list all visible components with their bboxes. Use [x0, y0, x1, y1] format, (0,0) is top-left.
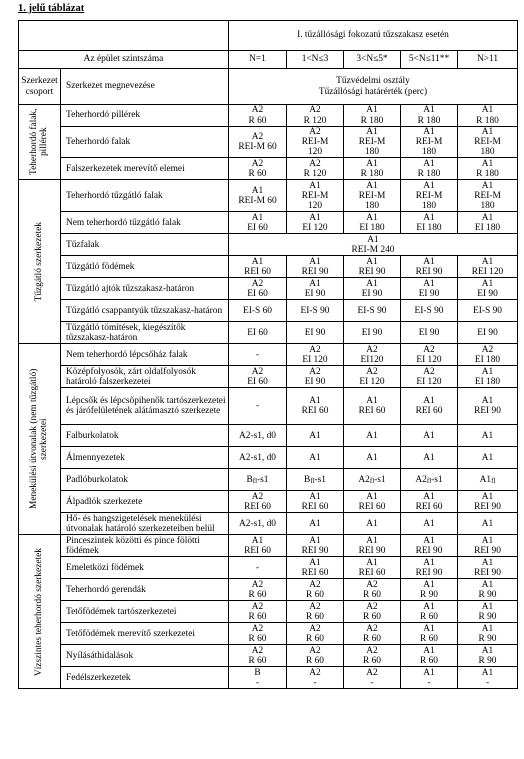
value-cell: A1 REI 60 [229, 256, 287, 278]
value-cell: A1 REI 60 [344, 491, 401, 513]
value-cell: A2 R 60 [287, 623, 344, 645]
value-cell: A1 - [458, 667, 518, 689]
table-row [19, 234, 518, 256]
value-cell: A2 R 60 [229, 601, 287, 623]
value-cell: A1 [344, 447, 401, 469]
value-cell: A1 REI 60 [344, 388, 401, 425]
value-cell: A1 REI-M 180 [401, 127, 458, 158]
value-cell: A2 REI 60 [229, 491, 287, 513]
table-caption: 1. jelű táblázat [18, 3, 85, 14]
group-header-text: Szerkezet csoport [21, 76, 58, 97]
value-cell: A1 REI-M 180 [401, 180, 458, 212]
value-cell: A1 REI 60 [287, 388, 344, 425]
structure-name: Pinceszintek közötti és pince fölötti födémek [61, 535, 229, 557]
table-row [19, 180, 518, 212]
value-cell: A2 R 120 [287, 105, 344, 127]
value-cell: A1 REI 120 [458, 256, 518, 278]
value-cell: A1 [458, 425, 518, 447]
structure-name: Tűzgátló ajtók tűzszakasz-határon [61, 278, 229, 300]
value-cell: A2 EI 60 [229, 278, 287, 300]
value-cell: A2 R 60 [344, 579, 401, 601]
value-cell: - [229, 388, 287, 425]
table-row [19, 667, 518, 689]
value-cell: A1 R 180 [401, 105, 458, 127]
value-cell: A1 EI 180 [458, 366, 518, 388]
value-cell: A1 REI 90 [458, 535, 518, 557]
structure-name: Tetőfödémek tartószerkezetei [61, 601, 229, 623]
value-cell: A1 REI-M 120 [287, 180, 344, 212]
table-row [19, 212, 518, 234]
table-row [19, 601, 518, 623]
table-row [19, 579, 518, 601]
value-cell: A1 R 90 [458, 601, 518, 623]
table-row [19, 491, 518, 513]
value-cell: EI 60 [229, 322, 287, 344]
name-header: Szerkezet megnevezése [61, 69, 229, 105]
group-header [19, 69, 61, 105]
value-cell: A2-s1, d0 [229, 447, 287, 469]
group-label [19, 180, 61, 344]
value-cell: A1 R 90 [458, 623, 518, 645]
value-cell: A2 EI 120 [401, 344, 458, 366]
value-cell: A1 R 60 [401, 623, 458, 645]
subscript-fl: fl [426, 476, 432, 485]
value-cell: A1 REI-M 180 [458, 180, 518, 212]
group-label-text: Tűzgátló szerkezetek [34, 222, 45, 302]
value-cell: A2 EI120 [344, 344, 401, 366]
value-cell: $A1_{fl}$ [458, 469, 518, 491]
floor-header: 3<N≤5* [344, 51, 401, 69]
value-cell: A2 EI 90 [287, 366, 344, 388]
value-cell: A1 REI 60 [287, 491, 344, 513]
group-label-text: Vízszintes teherhordó szerkezetek [34, 547, 45, 676]
structure-name: Tetőfödémek merevítő szerkezetei [61, 623, 229, 645]
structure-name: Középfolyosók, zárt oldalfolyosók határoló falszerkezetei [61, 366, 229, 388]
structure-name: Falburkolatok [61, 425, 229, 447]
value-cell: A1 EI 90 [401, 278, 458, 300]
value-cell: A1 REI 60 [401, 491, 458, 513]
value-cell: EI-S 90 [401, 300, 458, 322]
value-cell: - [229, 344, 287, 366]
value-cell: A1 [344, 425, 401, 447]
table-row [19, 447, 518, 469]
value-cell: A2 R 60 [287, 645, 344, 667]
table-row [19, 278, 518, 300]
table-row [19, 158, 518, 180]
value-cell: A2 EI 120 [344, 366, 401, 388]
value-cell: A1 REI 90 [458, 557, 518, 579]
value-cell: A2 R 60 [229, 623, 287, 645]
class-header: Tűzvédelmi osztály Tűzállósági határérték (perc) [229, 69, 518, 105]
value-cell: A2 R 60 [229, 105, 287, 127]
value-cell: $A2_{fl}-s1$ [401, 469, 458, 491]
value-cell: A2 R 60 [344, 645, 401, 667]
value-cell: A1 REI 90 [344, 535, 401, 557]
group-label [19, 105, 61, 180]
group-label-text: Menekülési útvonalak (nem tűzgátló) szerkezetei [29, 369, 50, 510]
value-cell: A2 - [344, 667, 401, 689]
value-cell: EI 90 [287, 322, 344, 344]
structure-name: Nyílásáthidalások [61, 645, 229, 667]
value-cell: A1 [401, 513, 458, 535]
group-label-text: Teherhordó falak, pillérek [29, 108, 50, 176]
floors-label: Az épület szintszáma [19, 51, 229, 69]
value-cell: EI-S 90 [287, 300, 344, 322]
structure-name: Fedélszerkezetek [61, 667, 229, 689]
subscript-fl: fl [369, 476, 375, 485]
table-row [19, 105, 518, 127]
value-cell: A1 [401, 425, 458, 447]
value-cell: A1 [344, 513, 401, 535]
value-cell: A2 R 60 [287, 601, 344, 623]
value-cell: A1 R 180 [401, 158, 458, 180]
value-cell: A1 REI 60 [287, 557, 344, 579]
value-cell: A1 EI 90 [287, 278, 344, 300]
fire-resistance-table [18, 20, 518, 689]
value-cell: A1 REI-M 60 [229, 180, 287, 212]
structure-name: Tűzgátló födémek [61, 256, 229, 278]
value-cell: A1 EI 180 [344, 212, 401, 234]
value-cell: A1 REI-M 180 [344, 180, 401, 212]
value-cell: EI 90 [458, 322, 518, 344]
structure-name: Teherhordó falak [61, 127, 229, 158]
structure-name: Teherhordó gerendák [61, 579, 229, 601]
table-row [19, 623, 518, 645]
table-row [19, 513, 518, 535]
value-cell: A1 EI 180 [401, 212, 458, 234]
group-label [19, 535, 61, 689]
structure-name: Teherhordó pillérek [61, 105, 229, 127]
structure-name: Emeletközi födémek [61, 557, 229, 579]
value-cell: A2 R 60 [344, 601, 401, 623]
value-cell: A2 EI 60 [229, 366, 287, 388]
subscript-fl: fl [491, 476, 496, 485]
table-row [19, 322, 518, 344]
value-cell: EI 90 [344, 322, 401, 344]
value-cell: A1 R 60 [401, 645, 458, 667]
value-cell: A1 REI-M 180 [458, 127, 518, 158]
structure-name: Falszerkezetek merevítő elemei [61, 158, 229, 180]
structure-name: Nem teherhordó lépcsőház falak [61, 344, 229, 366]
table-row [19, 535, 518, 557]
value-cell: A1 [287, 513, 344, 535]
floor-header: 5<N≤11** [401, 51, 458, 69]
floor-header: N>11 [458, 51, 518, 69]
structure-name: Álmennyezetek [61, 447, 229, 469]
value-cell: A1 R 180 [458, 158, 518, 180]
value-cell: A1 R 60 [401, 601, 458, 623]
value-cell: A2-s1, d0 [229, 513, 287, 535]
table-row [19, 344, 518, 366]
structure-name: Padlóburkolatok [61, 469, 229, 491]
value-cell: A1 [401, 447, 458, 469]
table-row [19, 388, 518, 425]
table-title: I. tűzállósági fokozatú tűzszakasz esetén [229, 21, 518, 51]
value-cell: EI-S 60 [229, 300, 287, 322]
floor-header: 1<N≤3 [287, 51, 344, 69]
subscript-fl: fl [252, 476, 258, 485]
value-cell: EI-S 90 [458, 300, 518, 322]
value-cell: A1 EI 90 [344, 278, 401, 300]
value-cell: A1 - [401, 667, 458, 689]
structure-name: Nem teherhordó tűzgátló falak [61, 212, 229, 234]
value-cell: A1 REI 90 [401, 535, 458, 557]
table-row [19, 300, 518, 322]
value-cell: B - [229, 667, 287, 689]
value-cell: A1 R 180 [458, 105, 518, 127]
value-cell: A2 R 60 [287, 579, 344, 601]
value-cell: A1 REI 90 [458, 491, 518, 513]
value-cell: A1 R 180 [344, 105, 401, 127]
value-cell: A1 [287, 447, 344, 469]
value-cell: $B_{fl}-s1$ [287, 469, 344, 491]
value-cell: A2 R 60 [229, 579, 287, 601]
value-cell: A2 EI 180 [458, 344, 518, 366]
structure-name: Teherhordó tűzgátló falak [61, 180, 229, 212]
structure-name: Tűzgátló csappantyúk tűzszakasz-határon [61, 300, 229, 322]
structure-name: Álpadlók szerkezete [61, 491, 229, 513]
table-row [19, 469, 518, 491]
value-cell: A1 REI-M 180 [344, 127, 401, 158]
value-cell: A1 REI 60 [401, 388, 458, 425]
value-cell: A2 R 60 [344, 623, 401, 645]
value-cell: EI 90 [401, 322, 458, 344]
value-cell: - [229, 557, 287, 579]
value-cell: A1 [458, 447, 518, 469]
structure-name: Hő- és hangszigetelések menekülési útvonalak határoló szerkezeteiben belül [61, 513, 229, 535]
structure-name: Tűzfalak [61, 234, 229, 256]
value-cell: A1 R 90 [401, 579, 458, 601]
table-row [19, 127, 518, 158]
value-cell-merged: A1 REI-M 240 [229, 234, 518, 256]
table-row [19, 557, 518, 579]
value-cell: A1 REI 60 [344, 557, 401, 579]
table-row [19, 425, 518, 447]
value-cell: A1 [287, 425, 344, 447]
structure-name: Lépcsők és lépcsőpihenők tartószerkezetei és járófelületének alátámasztó szerkezete [61, 388, 229, 425]
value-cell: A1 EI 90 [458, 278, 518, 300]
value-cell: A1 EI 120 [287, 212, 344, 234]
table-row [19, 645, 518, 667]
value-cell: A1 REI 90 [401, 557, 458, 579]
value-cell: A1 R 90 [458, 579, 518, 601]
value-cell: A1 REI 90 [287, 535, 344, 557]
value-cell: A1 EI 60 [229, 212, 287, 234]
value-cell: A1 REI 60 [229, 535, 287, 557]
value-cell: A1 REI 90 [344, 256, 401, 278]
value-cell: $B_{fl}-s1$ [229, 469, 287, 491]
value-cell: A2 REI-M 120 [287, 127, 344, 158]
structure-name: Tűzgátló tömítések, kiegészítők tűzszakasz-határon [61, 322, 229, 344]
value-cell: A1 REI 90 [458, 388, 518, 425]
value-cell: A2 R 120 [287, 158, 344, 180]
value-cell: A2 REI-M 60 [229, 127, 287, 158]
value-cell: A1 REI 90 [287, 256, 344, 278]
value-cell: A2 R 60 [229, 645, 287, 667]
value-cell: A2 - [287, 667, 344, 689]
floor-header: N=1 [229, 51, 287, 69]
value-cell: EI-S 90 [344, 300, 401, 322]
group-label [19, 344, 61, 535]
value-cell: A2 EI 120 [401, 366, 458, 388]
value-cell: A1 R 180 [344, 158, 401, 180]
value-cell: A2 R 60 [229, 158, 287, 180]
subscript-fl: fl [310, 476, 315, 485]
value-cell: A2 EI 120 [287, 344, 344, 366]
value-cell: $A2_{fl}-s1$ [344, 469, 401, 491]
value-cell: A2-s1, d0 [229, 425, 287, 447]
table-row [19, 366, 518, 388]
value-cell: A1 [458, 513, 518, 535]
value-cell: A1 EI 180 [458, 212, 518, 234]
value-cell: A1 R 90 [458, 645, 518, 667]
value-cell: A1 REI 90 [401, 256, 458, 278]
table-row [19, 256, 518, 278]
